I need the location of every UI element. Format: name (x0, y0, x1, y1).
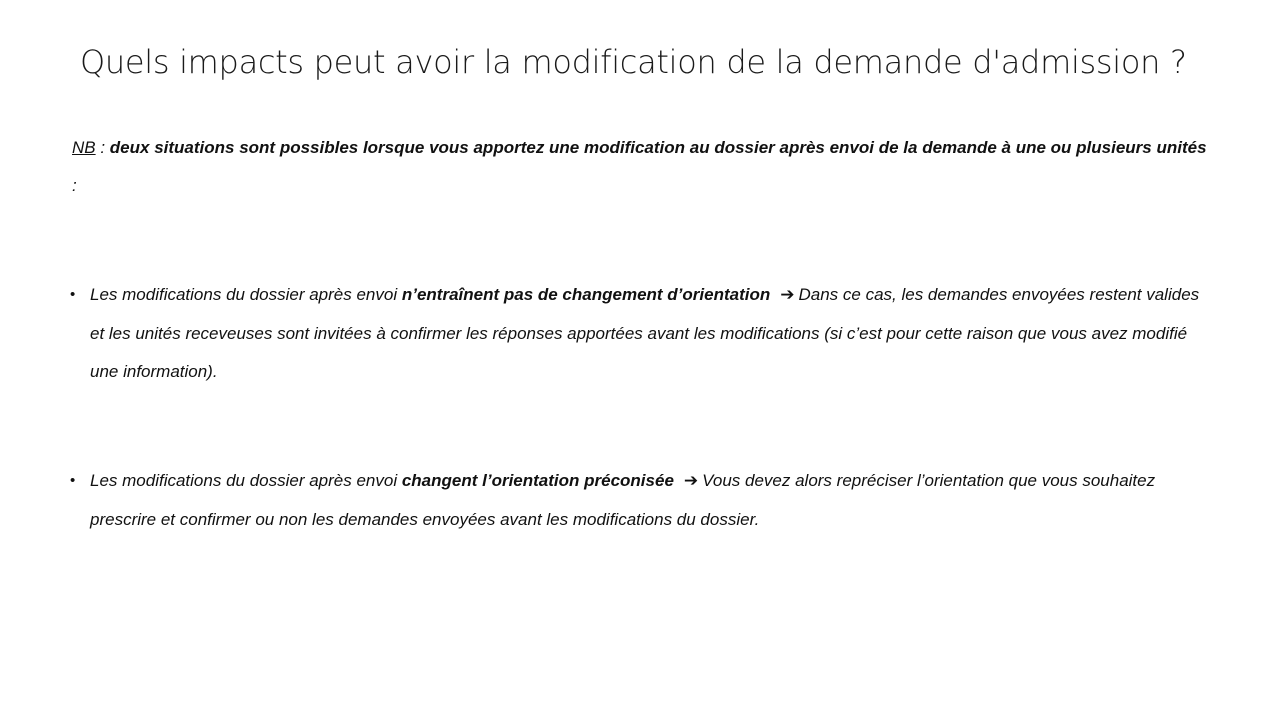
arrow-right-icon: ➔ (780, 285, 795, 305)
arrow-right-icon: ➔ (683, 471, 699, 491)
bullet-dot-icon: • (70, 472, 76, 489)
bullet-rest: Vous devez alors repréciser l’orientation que vous souhaitez prescrire et confirmer ou non les demandes envoyées avant les modifications du dossier. (90, 471, 1156, 529)
note-label: NB (72, 138, 96, 157)
bullet-emphasis: n’entraînent pas de changement d’orientation (401, 285, 771, 304)
note-end: : (72, 176, 77, 195)
bullet-lead: Les modifications du dossier après envoi (90, 285, 402, 304)
list-item (70, 276, 1215, 392)
list-item (70, 462, 1215, 539)
note-text: deux situations sont possibles lorsque vous apportez une modification au dossier après envoi de la demande à une ou plusieurs unités (109, 138, 1207, 157)
bullet-emphasis: changent l’orientation préconisée (401, 471, 674, 490)
bullet-dot-icon: • (70, 286, 76, 303)
bullet-lead: Les modifications du dossier après envoi (90, 471, 402, 490)
note-paragraph (72, 129, 1212, 205)
note-separator: : (95, 138, 110, 157)
bullet-rest: Dans ce cas, les demandes envoyées restent valides et les unités receveuses sont invitées à confirmer les réponses apportées avant les modifications (si c’est pour cette raison que vous avez modifié une information). (90, 285, 1200, 381)
slide-title: Quels impacts peut avoir la modification de la demande d'admission ? (80, 43, 1187, 81)
